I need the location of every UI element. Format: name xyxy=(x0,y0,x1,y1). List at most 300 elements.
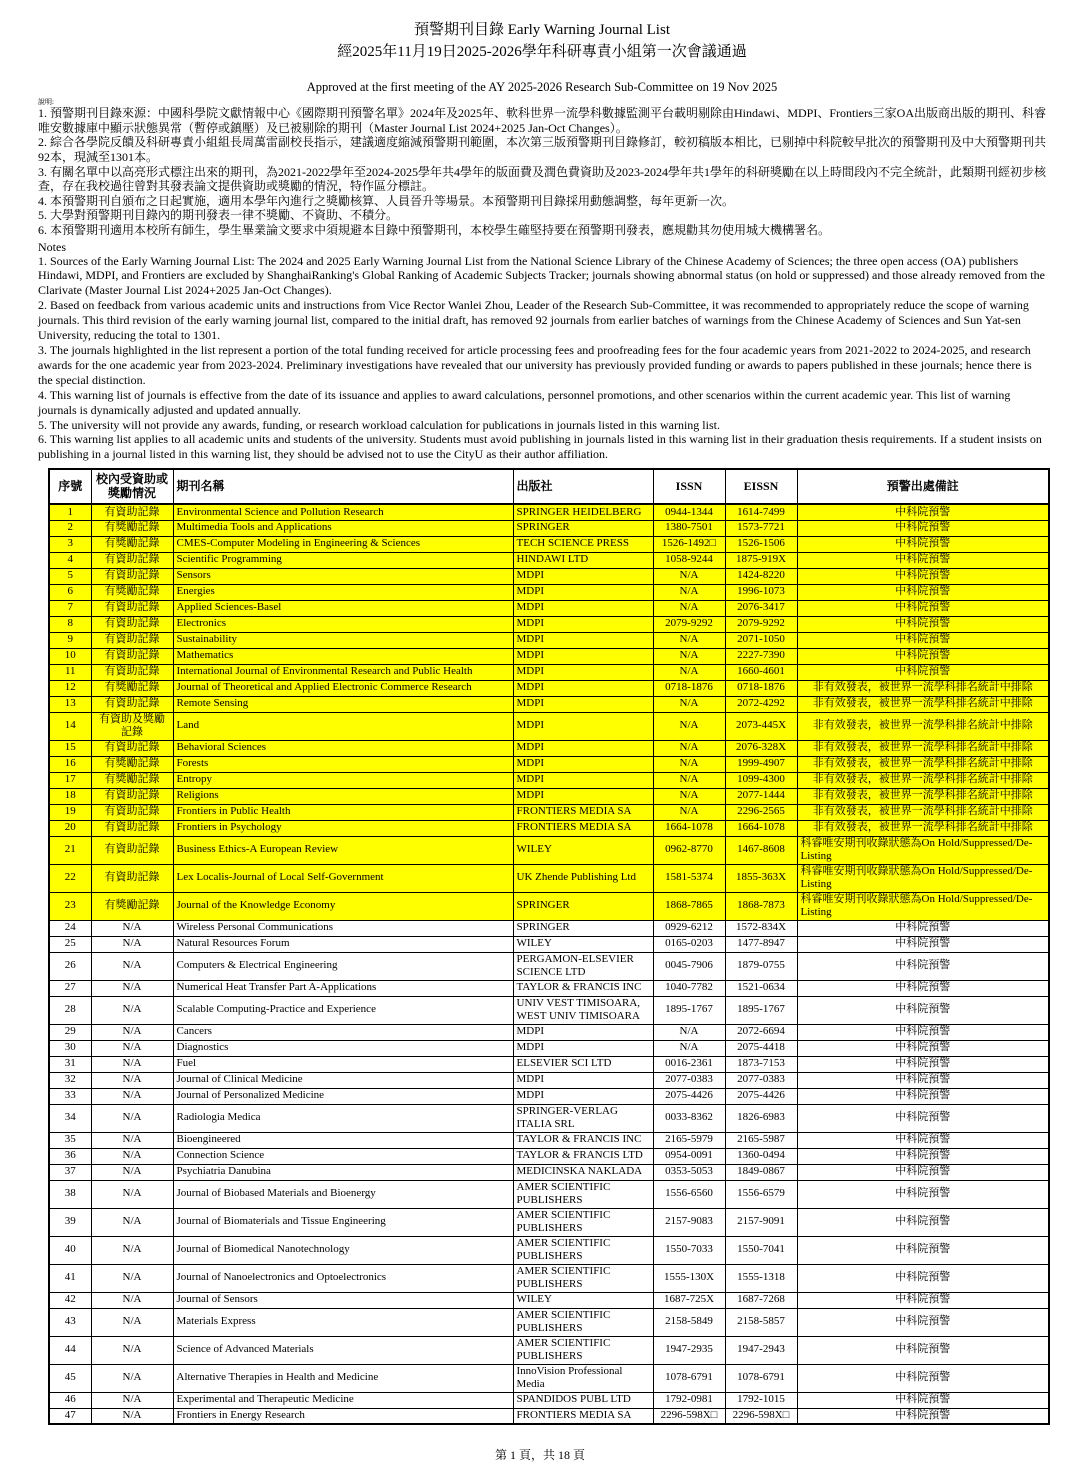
funding-status-cell: N/A xyxy=(91,936,173,952)
funding-status-cell: N/A xyxy=(91,1308,173,1336)
title-block xyxy=(38,20,1046,64)
journal-name-cell: Journal of the Knowledge Economy xyxy=(173,892,513,920)
note-item-en: 1. Sources of the Early Warning Journal List: The 2024 and 2025 Early Warning Journal List from the National Science Library of the Chinese Academy of Sciences; the three open access (OA) publishers Hindawi, MDPI, and Frontiers are excluded by ShanghaiRanking's Global Ranking of Academic Subjects Tracker; journals showing abnormal status (on hold or suppressed) and those already removed from the Clarivate (Master Journal List 2024+2025 Jan-Oct Changes). xyxy=(38,253,1045,298)
remark-cell: 中科院預警 xyxy=(797,1364,1049,1392)
notes-en-label: Notes xyxy=(38,239,66,254)
funding-status-cell: 有資助及獎勵記錄 xyxy=(91,712,173,740)
publisher-cell: AMER SCIENTIFIC PUBLISHERS xyxy=(513,1308,653,1336)
funding-status-cell: N/A xyxy=(91,1104,173,1132)
eissn-cell: 1556-6579 xyxy=(725,1180,797,1208)
row-number-cell: 6 xyxy=(49,584,91,600)
journal-name-cell: Business Ethics-A European Review xyxy=(173,836,513,864)
funding-status-cell: N/A xyxy=(91,1056,173,1072)
remark-cell: 中科院預警 xyxy=(797,1024,1049,1040)
journal-name-cell: Journal of Biomaterials and Tissue Engineering xyxy=(173,1208,513,1236)
remark-cell: 中科院預警 xyxy=(797,1148,1049,1164)
table-row xyxy=(49,1336,1049,1364)
publisher-cell: FRONTIERS MEDIA SA xyxy=(513,804,653,820)
publisher-cell: MDPI xyxy=(513,648,653,664)
journal-name-cell: Experimental and Therapeutic Medicine xyxy=(173,1392,513,1408)
journal-name-cell: Radiologia Medica xyxy=(173,1104,513,1132)
funding-status-cell: 有獎勵記錄 xyxy=(91,680,173,696)
eissn-cell: 1572-834X xyxy=(725,920,797,936)
row-number-cell: 9 xyxy=(49,632,91,648)
publisher-cell: MDPI xyxy=(513,568,653,584)
funding-status-cell: N/A xyxy=(91,1148,173,1164)
journal-name-cell: Scalable Computing-Practice and Experience xyxy=(173,996,513,1024)
eissn-cell: 2071-1050 xyxy=(725,632,797,648)
eissn-cell: 2296-598X□ xyxy=(725,1408,797,1424)
eissn-cell: 2157-9091 xyxy=(725,1208,797,1236)
note-item-en: 2. Based on feedback from various academic units and instructions from Vice Rector Wanlei Zhou, Leader of the Research Sub-Committee, it was recommended to appropriately reduce the scope of warning journals. This third revision of the early warning journal list, compared to the initial draft, has removed 92 journals from earlier batches of warnings from the Chinese Academy of Sciences and Sun Yat-sen University, reducing the total to 1301. xyxy=(38,298,1029,343)
publisher-cell: MDPI xyxy=(513,584,653,600)
remark-cell: 非有效發表，被世界一流學科排名統計中排除 xyxy=(797,680,1049,696)
row-number-cell: 5 xyxy=(49,568,91,584)
remark-cell: 中科院預警 xyxy=(797,552,1049,568)
publisher-cell: SPANDIDOS PUBL LTD xyxy=(513,1392,653,1408)
notes-zh-label: 說明: xyxy=(38,97,54,106)
funding-status-cell: N/A xyxy=(91,1336,173,1364)
row-number-cell: 1 xyxy=(49,504,91,520)
issn-cell: N/A xyxy=(653,1024,725,1040)
row-number-cell: 23 xyxy=(49,892,91,920)
row-number-cell: 22 xyxy=(49,864,91,892)
eissn-cell: 1660-4601 xyxy=(725,664,797,680)
journal-name-cell: Sensors xyxy=(173,568,513,584)
issn-cell: 1664-1078 xyxy=(653,820,725,836)
table-row xyxy=(49,552,1049,568)
funding-status-cell: N/A xyxy=(91,920,173,936)
table-row xyxy=(49,1104,1049,1132)
remark-cell: 非有效發表，被世界一流學科排名統計中排除 xyxy=(797,804,1049,820)
issn-cell: N/A xyxy=(653,584,725,600)
publisher-cell: AMER SCIENTIFIC PUBLISHERS xyxy=(513,1336,653,1364)
page-title: 預警期刊目錄 Early Warning Journal List xyxy=(414,22,670,38)
table-row xyxy=(49,1164,1049,1180)
issn-cell: N/A xyxy=(653,772,725,788)
funding-status-cell: 有資助記錄 xyxy=(91,568,173,584)
funding-status-cell: 有資助記錄 xyxy=(91,648,173,664)
funding-status-cell: 有資助記錄 xyxy=(91,552,173,568)
row-number-cell: 29 xyxy=(49,1024,91,1040)
row-number-cell: 36 xyxy=(49,1148,91,1164)
publisher-cell: MDPI xyxy=(513,1024,653,1040)
remark-cell: 中科院預警 xyxy=(797,520,1049,536)
issn-cell: 0944-1344 xyxy=(653,504,725,520)
funding-status-cell: N/A xyxy=(91,1292,173,1308)
funding-status-cell: 有資助記錄 xyxy=(91,820,173,836)
funding-status-cell: N/A xyxy=(91,1024,173,1040)
row-number-cell: 20 xyxy=(49,820,91,836)
table-row xyxy=(49,696,1049,712)
eissn-cell: 2072-4292 xyxy=(725,696,797,712)
row-number-cell: 43 xyxy=(49,1308,91,1336)
journal-name-cell: Natural Resources Forum xyxy=(173,936,513,952)
publisher-cell: WILEY xyxy=(513,836,653,864)
issn-cell: N/A xyxy=(653,804,725,820)
journal-name-cell: Journal of Biomedical Nanotechnology xyxy=(173,1236,513,1264)
publisher-cell: SPRINGER HEIDELBERG xyxy=(513,504,653,520)
table-row xyxy=(49,1408,1049,1424)
funding-status-cell: 有資助記錄 xyxy=(91,696,173,712)
row-number-cell: 26 xyxy=(49,952,91,980)
journal-name-cell: Frontiers in Energy Research xyxy=(173,1408,513,1424)
remark-cell: 非有效發表，被世界一流學科排名統計中排除 xyxy=(797,756,1049,772)
table-row xyxy=(49,756,1049,772)
remark-cell: 中科院預警 xyxy=(797,1132,1049,1148)
issn-cell: 0353-5053 xyxy=(653,1164,725,1180)
note-item-en: 4. This warning list of journals is effective from the date of its issuance and applies to award calculations, personnel promotions, and other scenarios within the current academic year. This list of warning journals is dynamically adjusted and updated annually. xyxy=(38,387,1011,417)
header-journal-name: 期刊名稱 xyxy=(173,469,513,504)
journal-name-cell: Lex Localis-Journal of Local Self-Government xyxy=(173,864,513,892)
row-number-cell: 17 xyxy=(49,772,91,788)
row-number-cell: 46 xyxy=(49,1392,91,1408)
issn-cell: N/A xyxy=(653,664,725,680)
note-item-en: 3. The journals highlighted in the list represent a portion of the total funding received for article processing fees and proofreading fees for the four academic years from 2021-2022 to 2024-2025, and research awards for the one academic year from 2023-2024. Preliminary investigations have revealed that our university has previously provided funding or awards to papers published in these journals; hence there is the special distinction. xyxy=(38,342,1032,387)
issn-cell: 1058-9244 xyxy=(653,552,725,568)
journal-name-cell: CMES-Computer Modeling in Engineering & Sciences xyxy=(173,536,513,552)
issn-cell: N/A xyxy=(653,632,725,648)
publisher-cell: AMER SCIENTIFIC PUBLISHERS xyxy=(513,1180,653,1208)
eissn-cell: 2072-6694 xyxy=(725,1024,797,1040)
publisher-cell: MDPI xyxy=(513,712,653,740)
publisher-cell: InnoVision Professional Media xyxy=(513,1364,653,1392)
issn-cell: 0033-8362 xyxy=(653,1104,725,1132)
issn-cell: 1947-2935 xyxy=(653,1336,725,1364)
journal-name-cell: Journal of Nanoelectronics and Optoelectronics xyxy=(173,1264,513,1292)
issn-cell: 2077-0383 xyxy=(653,1072,725,1088)
row-number-cell: 8 xyxy=(49,616,91,632)
page-footer: 第 1 頁，共 18 頁 xyxy=(494,1448,585,1462)
table-row xyxy=(49,1024,1049,1040)
journal-name-cell: Behavioral Sciences xyxy=(173,740,513,756)
row-number-cell: 7 xyxy=(49,600,91,616)
row-number-cell: 37 xyxy=(49,1164,91,1180)
journal-name-cell: Journal of Personalized Medicine xyxy=(173,1088,513,1104)
eissn-cell: 2077-0383 xyxy=(725,1072,797,1088)
issn-cell: 2158-5849 xyxy=(653,1308,725,1336)
publisher-cell: SPRINGER xyxy=(513,920,653,936)
remark-cell: 非有效發表，被世界一流學科排名統計中排除 xyxy=(797,820,1049,836)
funding-status-cell: 有資助記錄 xyxy=(91,836,173,864)
journal-name-cell: Environmental Science and Pollution Research xyxy=(173,504,513,520)
row-number-cell: 12 xyxy=(49,680,91,696)
table-row xyxy=(49,712,1049,740)
table-row xyxy=(49,920,1049,936)
publisher-cell: TAYLOR & FRANCIS INC xyxy=(513,980,653,996)
eissn-cell: 1875-919X xyxy=(725,552,797,568)
journal-name-cell: Numerical Heat Transfer Part A-Applications xyxy=(173,980,513,996)
issn-cell: 1792-0981 xyxy=(653,1392,725,1408)
eissn-cell: 1792-1015 xyxy=(725,1392,797,1408)
journal-table-body xyxy=(49,504,1049,1424)
remark-cell: 中科院預警 xyxy=(797,1056,1049,1072)
publisher-cell: SPRINGER xyxy=(513,892,653,920)
table-row xyxy=(49,648,1049,664)
funding-status-cell: 有獎勵記錄 xyxy=(91,756,173,772)
funding-status-cell: N/A xyxy=(91,1364,173,1392)
row-number-cell: 3 xyxy=(49,536,91,552)
row-number-cell: 47 xyxy=(49,1408,91,1424)
funding-status-cell: 有資助記錄 xyxy=(91,864,173,892)
table-header-row xyxy=(49,469,1049,504)
note-item-zh: 6. 本預警期刊適用本校所有師生，學生畢業論文要求中須規避本目錄中預警期刊，本校學生確堅持要在預警期刊發表，應規勸其勿使用城大機構署名。 xyxy=(38,222,831,237)
eissn-cell: 1868-7873 xyxy=(725,892,797,920)
journal-name-cell: Religions xyxy=(173,788,513,804)
publisher-cell: ELSEVIER SCI LTD xyxy=(513,1056,653,1072)
funding-status-cell: 有資助記錄 xyxy=(91,632,173,648)
publisher-cell: TECH SCIENCE PRESS xyxy=(513,536,653,552)
row-number-cell: 19 xyxy=(49,804,91,820)
publisher-cell: MDPI xyxy=(513,632,653,648)
funding-status-cell: N/A xyxy=(91,1088,173,1104)
notes-en-section xyxy=(38,254,1046,463)
issn-cell: 1040-7782 xyxy=(653,980,725,996)
row-number-cell: 21 xyxy=(49,836,91,864)
journal-name-cell: Sustainability xyxy=(173,632,513,648)
publisher-cell: TAYLOR & FRANCIS LTD xyxy=(513,1148,653,1164)
note-item-zh: 2. 綜合各學院反饋及科研專責小組組長周萬雷副校長指示，建議適度縮減預警期刊範圍，本次第三版預警期刊目錄修訂，較初稿版本相比，已剔掉中科院較早批次的預警期刊及中大預警期刊共92本，現減至1301本。 xyxy=(38,135,1047,164)
row-number-cell: 34 xyxy=(49,1104,91,1132)
row-number-cell: 28 xyxy=(49,996,91,1024)
remark-cell: 中科院預警 xyxy=(797,952,1049,980)
issn-cell: 2079-9292 xyxy=(653,616,725,632)
issn-cell: 0954-0091 xyxy=(653,1148,725,1164)
table-row xyxy=(49,864,1049,892)
eissn-cell: 2296-2565 xyxy=(725,804,797,820)
publisher-cell: AMER SCIENTIFIC PUBLISHERS xyxy=(513,1236,653,1264)
note-item-zh: 5. 大學對預警期刊目錄內的期刊發表一律不獎勵、不資助、不積分。 xyxy=(38,208,399,223)
funding-status-cell: N/A xyxy=(91,1180,173,1208)
table-row xyxy=(49,1292,1049,1308)
approved-line: Approved at the first meeting of the AY 2025-2026 Research Sub-Committee on 19 Nov 2025 xyxy=(306,79,778,94)
journal-name-cell: Forests xyxy=(173,756,513,772)
row-number-cell: 41 xyxy=(49,1264,91,1292)
remark-cell: 中科院預警 xyxy=(797,1104,1049,1132)
publisher-cell: WILEY xyxy=(513,1292,653,1308)
funding-status-cell: N/A xyxy=(91,1164,173,1180)
issn-cell: N/A xyxy=(653,600,725,616)
eissn-cell: 1999-4907 xyxy=(725,756,797,772)
table-row xyxy=(49,804,1049,820)
table-row xyxy=(49,952,1049,980)
remark-cell: 中科院預警 xyxy=(797,980,1049,996)
issn-cell: N/A xyxy=(653,740,725,756)
remark-cell: 中科院預警 xyxy=(797,1236,1049,1264)
remark-cell: 中科院預警 xyxy=(797,648,1049,664)
funding-status-cell: N/A xyxy=(91,980,173,996)
table-row xyxy=(49,1072,1049,1088)
funding-status-cell: 有資助記錄 xyxy=(91,664,173,680)
publisher-cell: MDPI xyxy=(513,1072,653,1088)
funding-status-cell: N/A xyxy=(91,1208,173,1236)
remark-cell: 中科院預警 xyxy=(797,996,1049,1024)
remark-cell: 科睿唯安期刊收錄狀態為On Hold/Suppressed/De-Listing xyxy=(797,892,1049,920)
issn-cell: 1526-1492□ xyxy=(653,536,725,552)
funding-status-cell: 有資助記錄 xyxy=(91,788,173,804)
journal-name-cell: Frontiers in Public Health xyxy=(173,804,513,820)
row-number-cell: 35 xyxy=(49,1132,91,1148)
journal-name-cell: Fuel xyxy=(173,1056,513,1072)
issn-cell: 0016-2361 xyxy=(653,1056,725,1072)
eissn-cell: 1947-2943 xyxy=(725,1336,797,1364)
remark-cell: 中科院預警 xyxy=(797,1088,1049,1104)
journal-name-cell: Entropy xyxy=(173,772,513,788)
journal-name-cell: Journal of Clinical Medicine xyxy=(173,1072,513,1088)
table-row xyxy=(49,1364,1049,1392)
eissn-cell: 2076-328X xyxy=(725,740,797,756)
eissn-cell: 2227-7390 xyxy=(725,648,797,664)
table-row xyxy=(49,1148,1049,1164)
journal-name-cell: Electronics xyxy=(173,616,513,632)
journal-name-cell: Science of Advanced Materials xyxy=(173,1336,513,1364)
funding-status-cell: N/A xyxy=(91,1264,173,1292)
journal-name-cell: Computers & Electrical Engineering xyxy=(173,952,513,980)
publisher-cell: FRONTIERS MEDIA SA xyxy=(513,820,653,836)
row-number-cell: 44 xyxy=(49,1336,91,1364)
eissn-cell: 1873-7153 xyxy=(725,1056,797,1072)
eissn-cell: 2076-3417 xyxy=(725,600,797,616)
eissn-cell: 2165-5987 xyxy=(725,1132,797,1148)
eissn-cell: 1424-8220 xyxy=(725,568,797,584)
funding-status-cell: 有資助記錄 xyxy=(91,616,173,632)
table-row xyxy=(49,740,1049,756)
funding-status-cell: N/A xyxy=(91,1040,173,1056)
funding-status-cell: N/A xyxy=(91,952,173,980)
eissn-cell: 1099-4300 xyxy=(725,772,797,788)
header-eissn: EISSN xyxy=(725,469,797,504)
note-item-zh: 3. 有關名單中以高亮形式標注出來的期刊，為2021-2022學年至2024-2025學年共4學年的版面費及潤色費資助及2023-2024學年共1學年的科研獎勵在以上時間段內不完全統計，此類期刊經初步核查，存在我校過往曾對其發表論文提供資助或獎勵的情況，特作區分標註。 xyxy=(38,164,1046,194)
eissn-cell: 1521-0634 xyxy=(725,980,797,996)
header-row-number: 序號 xyxy=(49,469,91,504)
publisher-cell: MDPI xyxy=(513,664,653,680)
eissn-cell: 2158-5857 xyxy=(725,1308,797,1336)
table-row xyxy=(49,1308,1049,1336)
table-row xyxy=(49,520,1049,536)
issn-cell: 1550-7033 xyxy=(653,1236,725,1264)
eissn-cell: 2079-9292 xyxy=(725,616,797,632)
journal-name-cell: Applied Sciences-Basel xyxy=(173,600,513,616)
issn-cell: 0962-8770 xyxy=(653,836,725,864)
journal-name-cell: Land xyxy=(173,712,513,740)
eissn-cell: 2077-1444 xyxy=(725,788,797,804)
publisher-cell: MDPI xyxy=(513,616,653,632)
funding-status-cell: 有資助記錄 xyxy=(91,504,173,520)
publisher-cell: UNIV VEST TIMISOARA, WEST UNIV TIMISOARA xyxy=(513,996,653,1024)
row-number-cell: 45 xyxy=(49,1364,91,1392)
journal-name-cell: Diagnostics xyxy=(173,1040,513,1056)
remark-cell: 中科院預警 xyxy=(797,1392,1049,1408)
table-row xyxy=(49,1208,1049,1236)
journal-name-cell: Energies xyxy=(173,584,513,600)
remark-cell: 中科院預警 xyxy=(797,600,1049,616)
row-number-cell: 33 xyxy=(49,1088,91,1104)
issn-cell: 2296-598X□ xyxy=(653,1408,725,1424)
journal-name-cell: Alternative Therapies in Health and Medicine xyxy=(173,1364,513,1392)
table-row xyxy=(49,820,1049,836)
remark-cell: 中科院預警 xyxy=(797,504,1049,520)
eissn-cell: 1687-7268 xyxy=(725,1292,797,1308)
publisher-cell: MDPI xyxy=(513,1040,653,1056)
issn-cell: 1687-725X xyxy=(653,1292,725,1308)
funding-status-cell: 有獎勵記錄 xyxy=(91,892,173,920)
remark-cell: 中科院預警 xyxy=(797,1208,1049,1236)
table-row xyxy=(49,1088,1049,1104)
table-row xyxy=(49,568,1049,584)
table-row xyxy=(49,680,1049,696)
publisher-cell: AMER SCIENTIFIC PUBLISHERS xyxy=(513,1264,653,1292)
table-row xyxy=(49,1056,1049,1072)
note-item-zh: 1. 預警期刊目錄來源：中國科學院文獻情報中心《國際期刊預警名單》2024年及2025年、軟科世界一流學科數據監測平台載明剔除由Hindawi、MDPI、Frontiers三家OA出版商出版的期刊、科睿唯安數據庫中顯示狀態異常（暫停或鎮壓）及已被剔除的期刊（Master Journal List 2024+2025 Jan-Oct Changes）。 xyxy=(38,106,1047,135)
header-warning-source: 預警出處備註 xyxy=(797,469,1049,504)
row-number-cell: 27 xyxy=(49,980,91,996)
eissn-cell: 0718-1876 xyxy=(725,680,797,696)
eissn-cell: 1555-1318 xyxy=(725,1264,797,1292)
row-number-cell: 24 xyxy=(49,920,91,936)
issn-cell: 0165-0203 xyxy=(653,936,725,952)
issn-cell: 2075-4426 xyxy=(653,1088,725,1104)
journal-name-cell: Journal of Sensors xyxy=(173,1292,513,1308)
publisher-cell: SPRINGER xyxy=(513,520,653,536)
page-subtitle: 經2025年11月19日2025-2026學年科研專責小組第一次會議通過 xyxy=(337,43,747,60)
funding-status-cell: N/A xyxy=(91,1072,173,1088)
publisher-cell: FRONTIERS MEDIA SA xyxy=(513,1408,653,1424)
row-number-cell: 30 xyxy=(49,1040,91,1056)
note-item-en: 5. The university will not provide any awards, funding, or research workload calculation for publications in journals listed in this warning list. xyxy=(38,417,720,432)
row-number-cell: 42 xyxy=(49,1292,91,1308)
publisher-cell: MDPI xyxy=(513,788,653,804)
publisher-cell: MDPI xyxy=(513,600,653,616)
row-number-cell: 39 xyxy=(49,1208,91,1236)
journal-name-cell: Scientific Programming xyxy=(173,552,513,568)
remark-cell: 中科院預警 xyxy=(797,632,1049,648)
row-number-cell: 40 xyxy=(49,1236,91,1264)
issn-cell: 2157-9083 xyxy=(653,1208,725,1236)
publisher-cell: MDPI xyxy=(513,772,653,788)
remark-cell: 非有效發表，被世界一流學科排名統計中排除 xyxy=(797,788,1049,804)
row-number-cell: 10 xyxy=(49,648,91,664)
table-row xyxy=(49,1264,1049,1292)
eissn-cell: 1573-7721 xyxy=(725,520,797,536)
table-row xyxy=(49,936,1049,952)
row-number-cell: 38 xyxy=(49,1180,91,1208)
remark-cell: 中科院預警 xyxy=(797,1040,1049,1056)
funding-status-cell: N/A xyxy=(91,996,173,1024)
publisher-cell: PERGAMON-ELSEVIER SCIENCE LTD xyxy=(513,952,653,980)
table-row xyxy=(49,584,1049,600)
remark-cell: 中科院預警 xyxy=(797,1264,1049,1292)
table-row xyxy=(49,1236,1049,1264)
publisher-cell: WILEY xyxy=(513,936,653,952)
issn-cell: N/A xyxy=(653,756,725,772)
eissn-cell: 2073-445X xyxy=(725,712,797,740)
row-number-cell: 16 xyxy=(49,756,91,772)
funding-status-cell: 有獎勵記錄 xyxy=(91,584,173,600)
publisher-cell: MDPI xyxy=(513,740,653,756)
header-funding-status: 校內受資助或獎勵情況 xyxy=(91,469,173,504)
issn-cell: 1868-7865 xyxy=(653,892,725,920)
journal-name-cell: Multimedia Tools and Applications xyxy=(173,520,513,536)
table-row xyxy=(49,788,1049,804)
issn-cell: 0045-7906 xyxy=(653,952,725,980)
journal-name-cell: Cancers xyxy=(173,1024,513,1040)
eissn-cell: 1550-7041 xyxy=(725,1236,797,1264)
funding-status-cell: 有資助記錄 xyxy=(91,804,173,820)
eissn-cell: 1879-0755 xyxy=(725,952,797,980)
header-issn: ISSN xyxy=(653,469,725,504)
journal-name-cell: Materials Express xyxy=(173,1308,513,1336)
eissn-cell: 1895-1767 xyxy=(725,996,797,1024)
